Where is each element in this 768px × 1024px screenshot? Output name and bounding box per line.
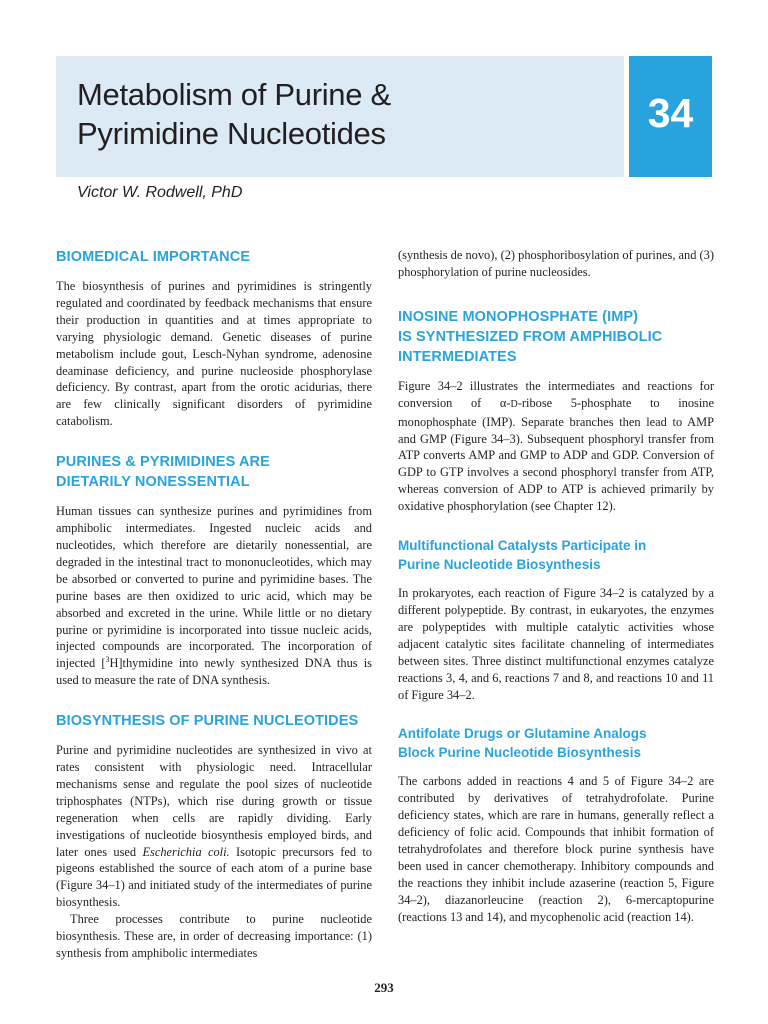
right-column — [398, 247, 714, 926]
chapter-number-box — [629, 56, 712, 177]
heading-line: Purine Nucleotide Biosynthesis — [398, 556, 601, 572]
paragraph-imp-synthesis — [398, 378, 714, 515]
section-heading-biomedical-importance: BIOMEDICAL IMPORTANCE — [56, 249, 251, 265]
chapter-title-line: Pyrimidine Nucleotides — [77, 116, 386, 151]
heading-line: DIETARILY NONESSENTIAL — [56, 474, 250, 491]
subsection-heading-antifolate-drugs — [398, 725, 714, 762]
section-heading-imp-synthesis — [398, 307, 714, 367]
text-run: Figure 34–2 illustrates the intermediates and reactions for conversion of α- — [398, 378, 714, 410]
heading-line: Block Purine Nucleotide Biosynthesis — [398, 744, 642, 760]
paragraph-multifunctional-catalysts: In prokaryotes, each reaction of Figure 34–2 is catalyzed by a different polypeptide. By contrast, in eukaryotes, the enzymes are polypeptides with multiple catalytic activities whose adjacent catalytic sites facilitate channeling of intermediates between sites. Three distinct multifunctional enzymes catalyze reactions 3, 4, and 6, reactions 7 and 8, and reactions 10 and 11 of Figure 34–2. — [398, 586, 714, 702]
page-number: 293 — [374, 980, 394, 995]
text-run: H]thymidine into newly synthesized DNA thus is used to measure the rate of DNA synthesis. — [56, 656, 372, 688]
chapter-number: 34 — [647, 90, 694, 136]
text-run-smallcaps: D — [510, 398, 518, 410]
text-run: Isotopic precursors fed to pigeons established the source of each atom of a purine base (Figure 34–1) and initiated study of the intermediates of purine biosynthesis. — [56, 844, 372, 910]
section-heading-purine-biosynthesis: BIOSYNTHESIS OF PURINE NUCLEOTIDES — [56, 713, 359, 730]
text-run: Human tissues can synthesize purines and pyrimidines from amphibolic intermediates. Ingested nucleic acids and nucleotides, which therefore are dietarily nonessential, are degraded in the intestinal tract to mononucleotides, which may be absorbed or converted to purine and pyrimidine bases. The purine bases are then oxidized to uric acid, which may be absorbed and excreted in the urine. While little or no dietary purine or pyrimidine is incorporated into tissue nucleic acids, injected compounds are incorporated. The incorporation of injected [ — [56, 504, 372, 671]
left-column — [56, 247, 372, 962]
heading-line: Antifolate Drugs or Glutamine Analogs — [398, 726, 647, 742]
text-run-italic: Escherichia coli. — [142, 844, 230, 859]
chapter-author: Victor W. Rodwell, PhD — [77, 184, 243, 201]
paragraph-three-processes: Three processes contribute to purine nucleotide biosynthesis. These are, in order of decreasing importance: (1) synthesis from amphibolic intermediates — [56, 912, 372, 960]
heading-line: INOSINE MONOPHOSPHATE (IMP) — [398, 308, 639, 325]
superscript-isotope: 3 — [105, 655, 110, 665]
text-run: Purine and pyrimidine nucleotides are synthesized in vivo at rates consistent with physiologic need. Intracellular mechanisms sense and regulate the pool sizes of nucleotide triphosphates (NTPs), which rise during growth or tissue regeneration when cells are rapidly dividing. Early investigations of nucleotide biosynthesis employed birds, and later ones used — [56, 743, 372, 859]
paragraph-continuation: (synthesis de novo), (2) phosphoribosylation of purines, and (3) phosphorylation of purine nucleosides. — [398, 248, 714, 279]
chapter-title-line: Metabolism of Purine & — [77, 77, 391, 112]
subsection-heading-multifunctional-catalysts — [398, 537, 714, 574]
paragraph-dietarily-nonessential — [56, 503, 372, 689]
heading-line: IS SYNTHESIZED FROM AMPHIBOLIC — [398, 328, 663, 345]
text-run: -ribose 5-phosphate to inosine monophosphate (IMP). Separate branches then lead to AMP and GMP (Figure 34–3). Subsequent phosphoryl transfer from ATP converts AMP and GMP to ADP and GDP. Conversion of GDP to GTP involves a second phosphoryl transfer from ATP, whereas conversion of ADP to ATP is achieved primarily by oxidative phosphorylation (see Chapter 12). — [398, 395, 714, 514]
heading-line: PURINES & PYRIMIDINES ARE — [56, 454, 270, 471]
paragraph-purine-biosynthesis — [56, 742, 372, 911]
heading-line: INTERMEDIATES — [398, 348, 517, 365]
paragraph-antifolate-drugs: The carbons added in reactions 4 and 5 of Figure 34–2 are contributed by derivatives of tetrahydrofolate. Purine deficiency states, which are rare in humans, generally reflect a deficiency of folic acid. Compounds that inhibit formation of tetrahydrofolates and therefore block purine synthesis have been used in cancer chemotherapy. Inhibitory compounds and the reactions they inhibit include azaserine (reaction 5, Figure 34–2), diazanorleucine (reaction 2), 6-mercaptopurine (reactions 13 and 14), and mycophenolic acid (reaction 14). — [398, 774, 714, 924]
heading-line: Multifunctional Catalysts Participate in — [398, 538, 647, 554]
section-heading-dietarily-nonessential — [56, 452, 372, 492]
chapter-title — [77, 75, 391, 153]
paragraph-biomedical-importance: The biosynthesis of purines and pyrimidines is stringently regulated and coordinated by feedback mechanisms that ensure their production in quantities and at times appropriate to varying physiologic demand. Genetic diseases of purine metabolism include gout, Lesch-Nyhan syndrome, adenosine deaminase deficiency, and purine nucleoside phosphorylase deficiency. By contrast, apart from the orotic acidurias, there are few clinically significant disorders of pyrimidine catabolism. — [56, 279, 372, 429]
